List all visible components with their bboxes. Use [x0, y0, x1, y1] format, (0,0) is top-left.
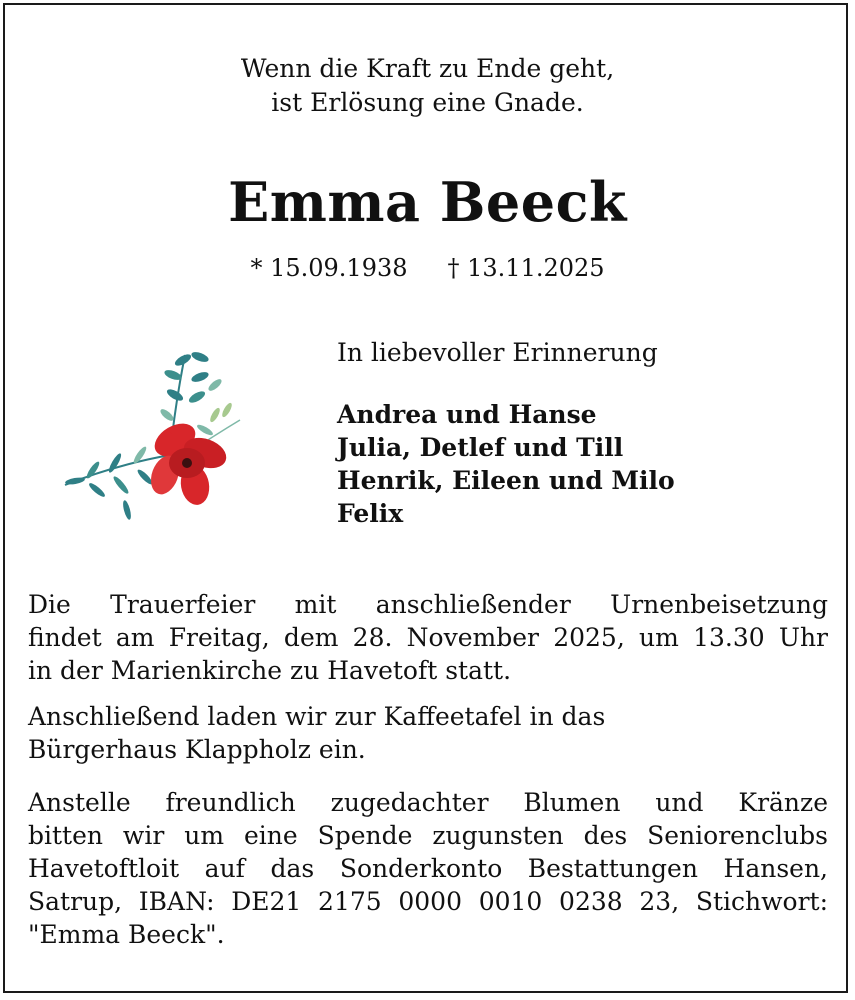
poem-line-1: Wenn die Kraft zu Ende geht, [240, 54, 615, 83]
memory-line: In liebevoller Erinnerung [337, 338, 658, 367]
birth-date: * 15.09.1938 [250, 254, 408, 282]
death-date: † 13.11.2025 [447, 254, 605, 282]
deceased-name: Emma Beeck [228, 170, 627, 234]
paragraph-line: bitten wir um eine Spende zugunsten des Seniorenclubs [28, 821, 828, 850]
donation-paragraph [28, 786, 828, 951]
coffee-gathering-paragraph [28, 700, 828, 766]
life-dates [0, 254, 855, 282]
family-member: Henrik, Eileen und Milo [337, 466, 675, 495]
poem [0, 52, 855, 120]
family-member: Felix [337, 499, 404, 528]
funeral-service-paragraph [28, 588, 828, 687]
family-member: Andrea und Hanse [337, 400, 597, 429]
paragraph-line: Anschließend laden wir zur Kaffeetafel in das [28, 702, 606, 731]
flower-illustration [55, 345, 255, 525]
family-member: Julia, Detlef und Till [337, 433, 624, 462]
paragraph-line: Die Trauerfeier mit anschließender Urnenbeisetzung [28, 590, 828, 619]
paragraph-line: in der Marienkirche zu Havetoft statt. [28, 656, 512, 685]
paragraph-line: "Emma Beeck". [28, 920, 225, 949]
paragraph-line: Satrup, IBAN: DE21 2175 0000 0010 0238 23, Stichwort: [28, 887, 828, 916]
paragraph-line: Havetoftloit auf das Sonderkonto Bestattungen Hansen, [28, 854, 828, 883]
paragraph-line: findet am Freitag, dem 28. November 2025, um 13.30 Uhr [28, 623, 828, 652]
paragraph-line: Bürgerhaus Klappholz ein. [28, 735, 366, 764]
family-list [337, 398, 675, 530]
poem-line-2: ist Erlösung eine Gnade. [271, 88, 584, 117]
paragraph-line: Anstelle freundlich zugedachter Blumen und Kränze [28, 788, 828, 817]
